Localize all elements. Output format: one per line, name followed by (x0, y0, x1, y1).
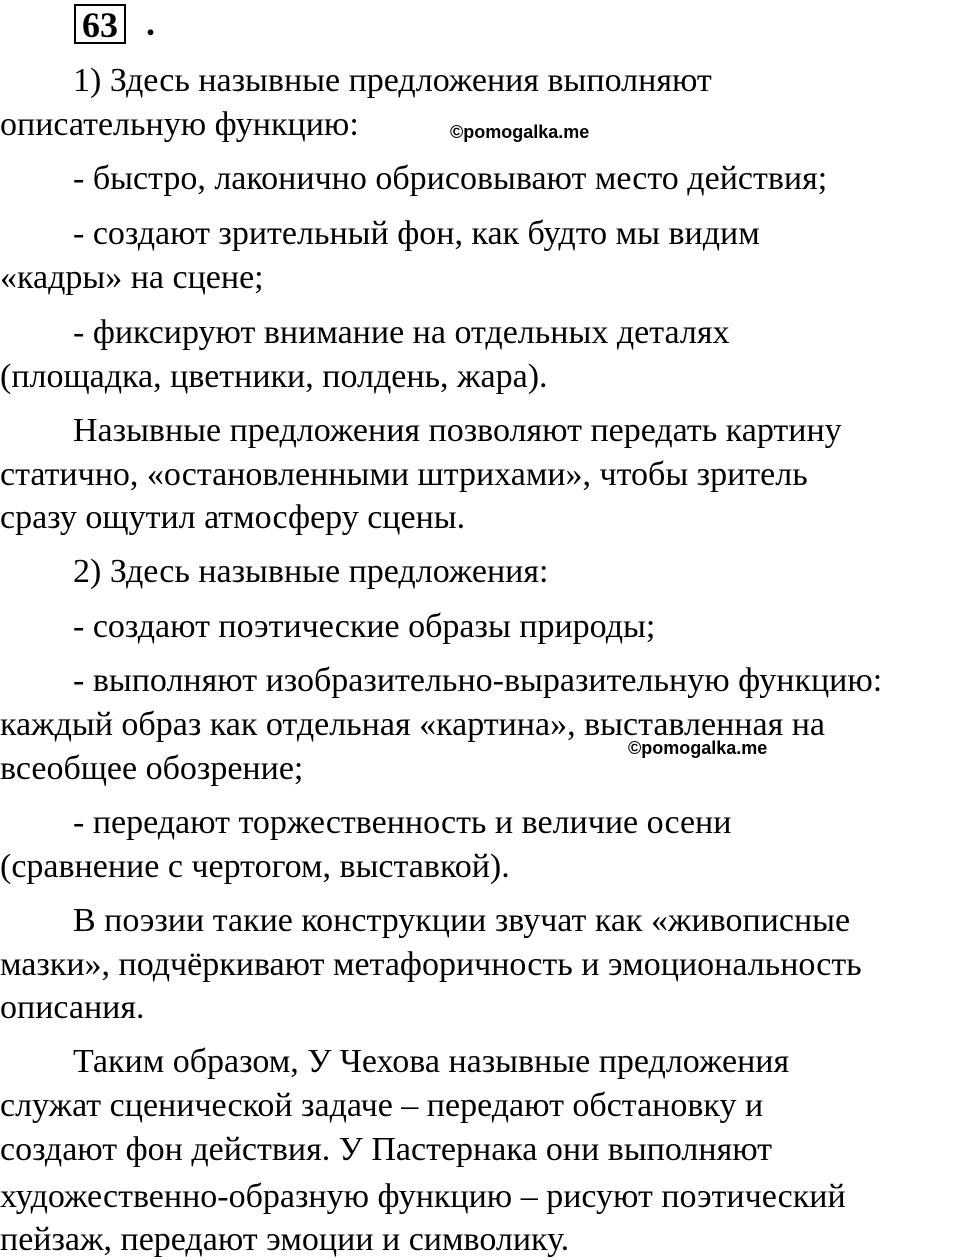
exercise-number-box: 63 (74, 4, 126, 44)
watermark: ©pomogalka.me (450, 122, 590, 142)
text-line: - передают торжественность и величие осени (73, 804, 732, 841)
text-line: пейзаж, передают эмоции и символику. (0, 1221, 570, 1258)
text-line: В поэзии такие конструкции звучат как «живописные (73, 902, 851, 939)
text-line: 1) Здесь назывные предложения выполняют (73, 62, 712, 99)
text-line: - создают поэтические образы природы; (73, 608, 656, 645)
text-line: - быстро, лаконично обрисовывают место действия; (73, 160, 828, 197)
text-line: каждый образ как отдельная «картина», выставленная на (0, 706, 826, 743)
exercise-number-dot: . (146, 3, 155, 43)
text-line: создают фон действия. У Пастернака они выполняют (0, 1131, 773, 1168)
text-line: «кадры» на сцене; (0, 259, 264, 296)
text-line: мазки», подчёркивают метафоричность и эмоциональность (0, 946, 862, 983)
text-line: - создают зрительный фон, как будто мы видим (73, 215, 760, 252)
text-line: художественно-образную функцию – рисуют поэтический (0, 1178, 846, 1215)
text-line: Назывные предложения позволяют передать картину (73, 412, 842, 449)
text-line: - выполняют изобразительно-выразительную функцию: (73, 662, 883, 699)
text-line: - фиксируют внимание на отдельных деталях (73, 314, 730, 351)
text-line: служат сценической задаче – передают обстановку и (0, 1087, 764, 1124)
text-line: (площадка, цветники, полдень, жара). (0, 358, 548, 395)
text-line: сразу ощутил атмосферу сцены. (0, 499, 466, 536)
text-line: (сравнение с чертогом, выставкой). (0, 848, 510, 885)
text-line: всеобщее обозрение; (0, 750, 304, 787)
watermark: ©pomogalka.me (628, 738, 768, 758)
text-line: статично, «остановленными штрихами», чтобы зритель (0, 456, 808, 493)
text-line: описания. (0, 989, 145, 1026)
text-line: Таким образом, У Чехова назывные предложения (73, 1043, 790, 1080)
text-line: 2) Здесь назывные предложения: (73, 553, 549, 590)
text-line: описательную функцию: (0, 106, 359, 143)
